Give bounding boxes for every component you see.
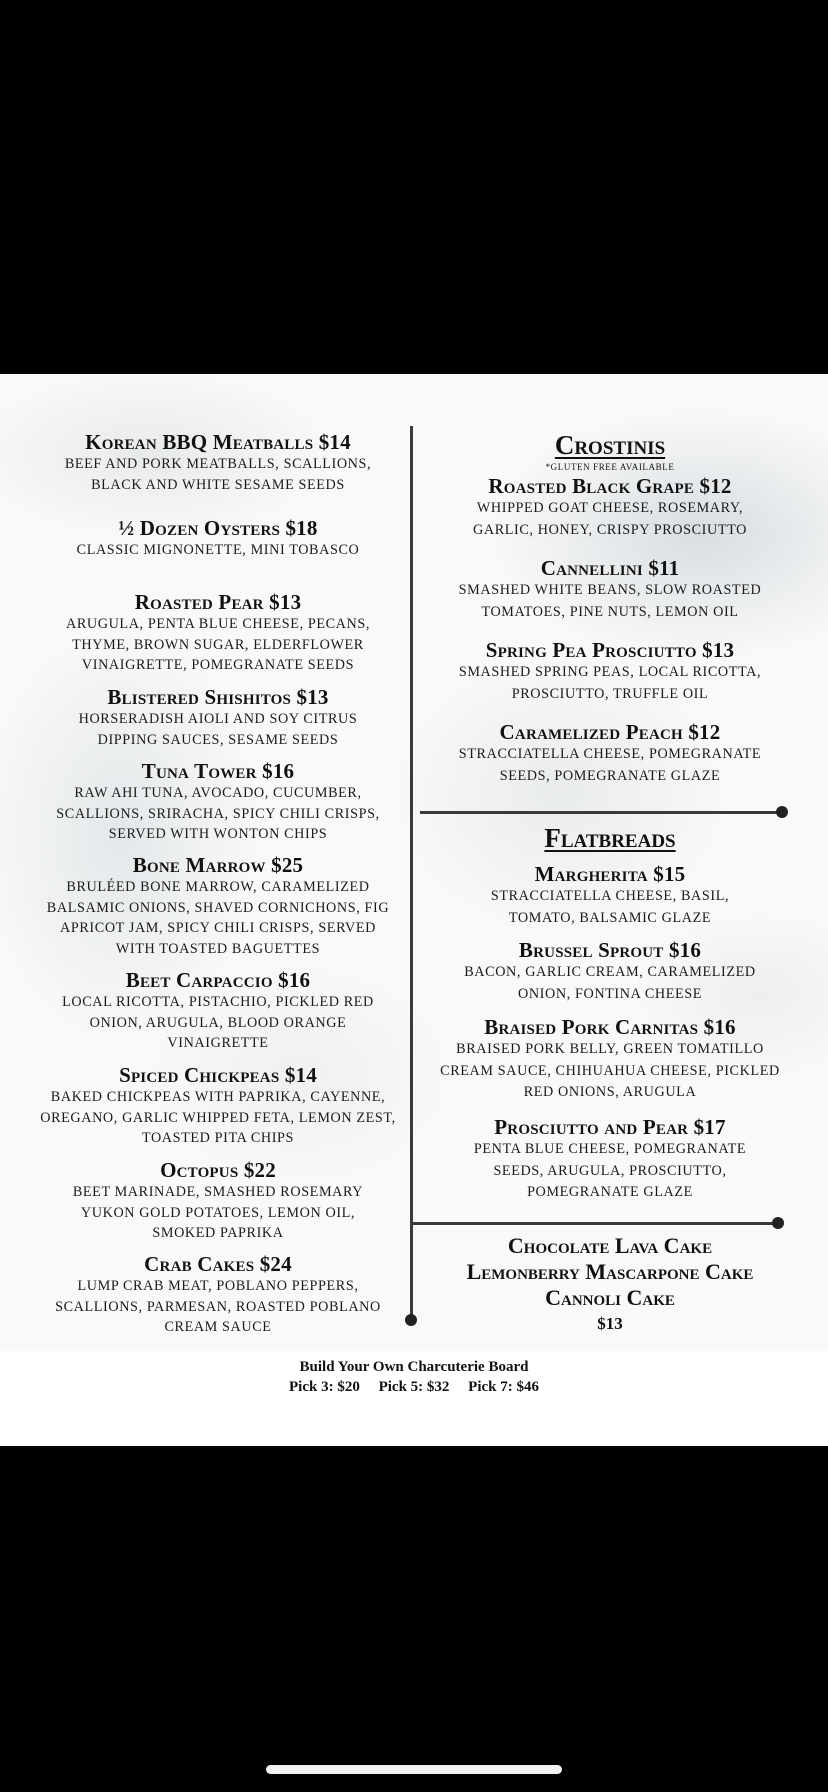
- item-description: SMASHED WHITE BEANS, SLOW ROASTED TOMATOES, PINE NUTS, LEMON OIL: [458, 582, 762, 620]
- item-name: Bone Marrow $25: [132, 853, 304, 877]
- section-divider-flatbreads: [412, 1222, 778, 1225]
- dessert-price: $13: [597, 1314, 623, 1333]
- item-name: Roasted Pear $13: [134, 590, 302, 614]
- item-name: Crab Cakes $24: [144, 1252, 292, 1276]
- charcuterie-options: Pick 3: $20 Pick 5: $32 Pick 7: $46: [289, 1379, 539, 1395]
- item-name: Caramelized Peach $12: [499, 720, 721, 744]
- item-name: Cannellini $11: [540, 556, 680, 580]
- item-name: Braised Pork Carnitas $16: [484, 1015, 736, 1039]
- item-description: HORSERADISH AIOLI AND SOY CITRUS DIPPING SAUCES, SESAME SEEDS: [78, 711, 358, 748]
- item-description: LOCAL RICOTTA, PISTACHIO, PICKLED RED ONION, ARUGULA, BLOOD ORANGE VINAIGRETTE: [62, 994, 374, 1051]
- menu-item-braised-pork-carnitas: [440, 1015, 780, 1104]
- item-name: Spiced Chickpeas $14: [119, 1063, 317, 1087]
- item-description: BACON, GARLIC CREAM, CARAMELIZED ONION, FONTINA CHEESE: [464, 964, 756, 1002]
- charcuterie-title: Build Your Own Charcuterie Board: [299, 1359, 529, 1375]
- menu-item-korean-bbq-meatballs: [42, 430, 394, 495]
- item-name: Margherita $15: [534, 862, 686, 886]
- item-description: BEEF AND PORK MEATBALLS, SCALLIONS, BLACK AND WHITE SESAME SEEDS: [64, 456, 372, 493]
- item-description: RAW AHI TUNA, AVOCADO, CUCUMBER, SCALLIONS, SRIRACHA, SPICY CHILI CRISPS, SERVED WITH WONTON CHIPS: [56, 785, 380, 842]
- item-name: ½ Dozen Oysters $18: [118, 516, 318, 540]
- item-description: WHIPPED GOAT CHEESE, ROSEMARY, GARLIC, HONEY, CRISPY PROSCIUTTO: [473, 500, 747, 538]
- menu-item-prosciutto-and-pear: [440, 1115, 780, 1204]
- item-name: Korean BBQ Meatballs $14: [85, 430, 351, 454]
- divider-end-dot: [405, 1314, 417, 1326]
- item-description: BRULÉED BONE MARROW, CARAMELIZED BALSAMIC ONIONS, SHAVED CORNICHONS, FIG APRICOT JAM, SPICY CHILI CRISPS, SERVED WITH TOASTED BAGUETTES: [46, 879, 390, 957]
- menu-item-tuna-tower: [42, 759, 394, 845]
- dessert-cannoli-cake: Cannoli Cake: [545, 1285, 675, 1310]
- item-name: Spring Pea Prosciutto $13: [485, 638, 735, 662]
- item-description: SMASHED SPRING PEAS, LOCAL RICOTTA, PROSCIUTTO, TRUFFLE OIL: [458, 664, 762, 702]
- flatbreads-title: Flatbreads: [544, 823, 676, 853]
- item-description: STRACCIATELLA CHEESE, POMEGRANATE SEEDS, POMEGRANATE GLAZE: [458, 746, 762, 784]
- menu-item-beet-carpaccio: [42, 968, 394, 1054]
- item-name: Beet Carpaccio $16: [125, 968, 311, 992]
- item-description: PENTA BLUE CHEESE, POMEGRANATE SEEDS, ARUGULA, PROSCIUTTO, POMEGRANATE GLAZE: [473, 1141, 747, 1200]
- item-name: Tuna Tower $16: [141, 759, 295, 783]
- item-name: Roasted Black Grape $12: [488, 474, 732, 498]
- menu-item-bone-marrow: [42, 853, 394, 959]
- item-name: Prosciutto and Pear $17: [494, 1115, 726, 1139]
- section-divider-crostinis: [420, 811, 782, 814]
- section-divider-dot: [772, 1217, 784, 1229]
- menu-item-spring-pea-prosciutto: [440, 638, 780, 705]
- menu-item-roasted-pear: [42, 590, 394, 676]
- home-indicator-bar[interactable]: [266, 1765, 562, 1774]
- menu-item-cannellini: [440, 556, 780, 623]
- dessert-chocolate-lava-cake: Chocolate Lava Cake: [507, 1233, 713, 1258]
- menu-item-margherita: [440, 862, 780, 929]
- menu-item-brussel-sprout: [440, 938, 780, 1005]
- menu-page: [0, 374, 828, 1446]
- menu-item-octopus: [42, 1158, 394, 1244]
- section-divider-dot: [776, 806, 788, 818]
- menu-item-roasted-black-grape: [440, 474, 780, 541]
- item-description: LUMP CRAB MEAT, POBLANO PEPPERS, SCALLIONS, PARMESAN, ROASTED POBLANO CREAM SAUCE: [55, 1278, 381, 1335]
- dessert-lemonberry-mascarpone-cake: Lemonberry Mascarpone Cake: [466, 1259, 754, 1284]
- item-name: Brussel Sprout $16: [518, 938, 702, 962]
- menu-item-crab-cakes: [42, 1252, 394, 1338]
- menu-item-caramelized-peach: [440, 720, 780, 787]
- item-description: CLASSIC MIGNONETTE, MINI TOBASCO: [76, 542, 360, 558]
- item-description: BRAISED PORK BELLY, GREEN TOMATILLO CREAM SAUCE, CHIHUAHUA CHEESE, PICKLED RED ONIONS, ARUGULA: [440, 1041, 780, 1100]
- menu-item-spiced-chickpeas: [42, 1063, 394, 1149]
- item-name: Blistered Shishitos $13: [107, 685, 329, 709]
- gluten-free-note: *GLUTEN FREE AVAILABLE: [545, 462, 675, 472]
- menu-item-oysters: [42, 516, 394, 561]
- item-name: Octopus $22: [160, 1158, 276, 1182]
- column-divider: [410, 426, 413, 1320]
- menu-item-blistered-shishitos: [42, 685, 394, 750]
- item-description: BAKED CHICKPEAS WITH PAPRIKA, CAYENNE, OREGANO, GARLIC WHIPPED FETA, LEMON ZEST, TOASTED PITA CHIPS: [40, 1089, 396, 1146]
- item-description: STRACCIATELLA CHEESE, BASIL, TOMATO, BALSAMIC GLAZE: [490, 888, 730, 926]
- item-description: ARUGULA, PENTA BLUE CHEESE, PECANS, THYME, BROWN SUGAR, ELDERFLOWER VINAIGRETTE, POMEGRANATE SEEDS: [65, 616, 371, 673]
- item-description: BEET MARINADE, SMASHED ROSEMARY YUKON GOLD POTATOES, LEMON OIL, SMOKED PAPRIKA: [72, 1184, 364, 1241]
- crostinis-title: Crostinis: [554, 430, 666, 460]
